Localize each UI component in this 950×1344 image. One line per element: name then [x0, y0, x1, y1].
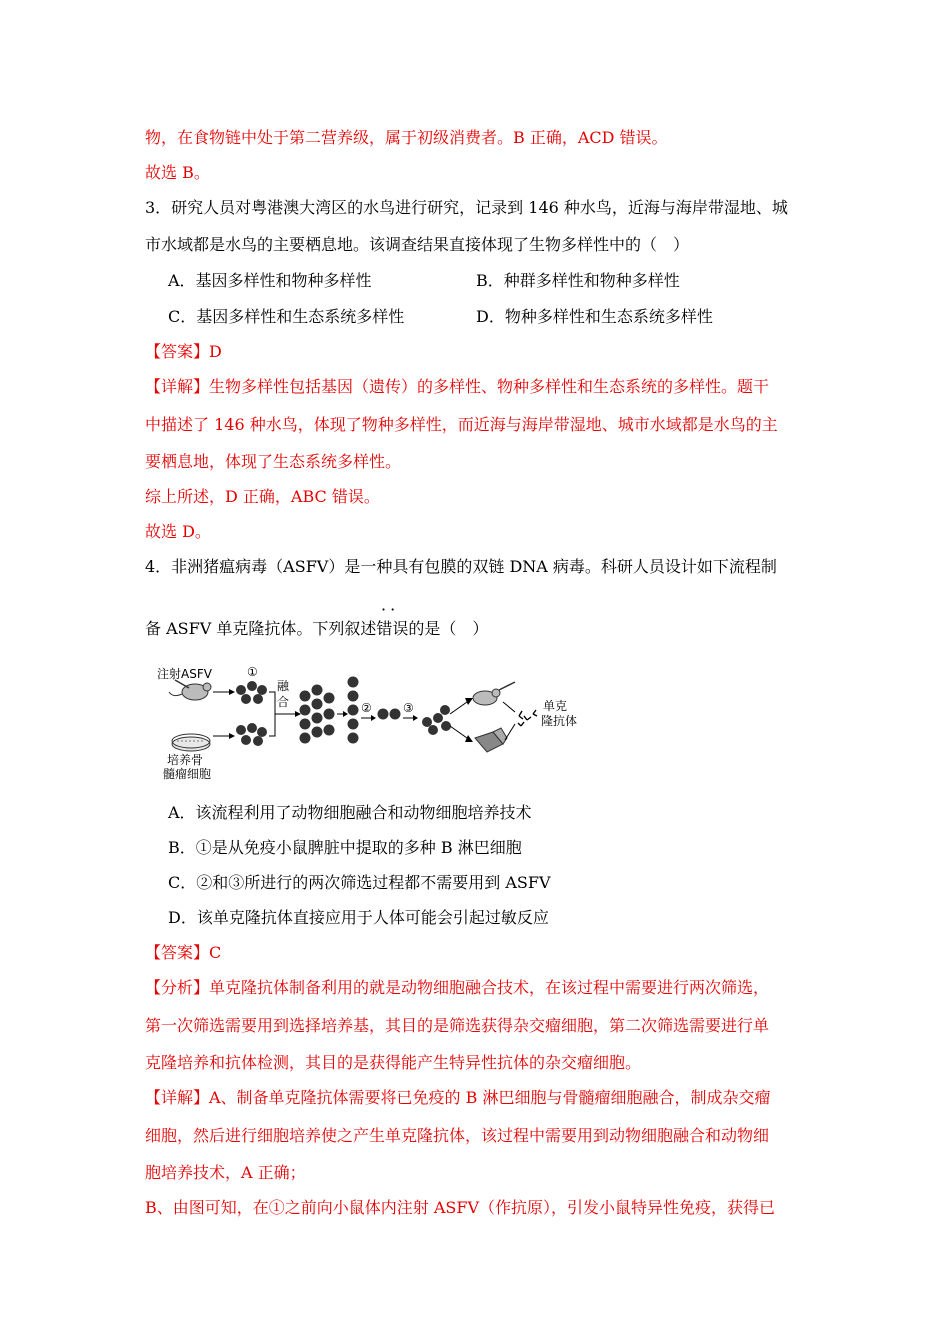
b-cell-cluster [236, 681, 267, 704]
question-4-analysis: 【分析】单克隆抗体制备利用的就是动物细胞融合技术，在该过程中需要进行两次筛选， [145, 978, 770, 997]
emphasis-dots: ·· [381, 600, 400, 619]
petri-dish-icon [172, 734, 210, 751]
question-4-detail: 细胞，然后进行细胞培养使之产生单克隆抗体，该过程中需要用到动物细胞融合和动物细 [145, 1126, 770, 1145]
inject-label: 注射ASFV [157, 667, 212, 681]
product-label: 单克 [543, 699, 568, 713]
question-3-option-b: B．种群多样性和物种多样性 [476, 271, 680, 290]
antibody-flow-diagram [155, 662, 585, 780]
answer-value: D [209, 342, 222, 361]
question-4-stem: 备 ASFV 单克隆抗体。下列叙述错误的是（ ） [145, 619, 489, 638]
answer-value: C [209, 943, 222, 962]
question-4-option-a: A．该流程利用了动物细胞融合和动物细胞培养技术 [168, 803, 532, 822]
text-line: 故选 B。 [145, 163, 210, 182]
question-4-stem: 4．非洲猪瘟病毒（ASFV）是一种具有包膜的双链 DNA 病毒。科研人员设计如下流程制 [145, 557, 777, 576]
clone-cluster [422, 705, 451, 735]
question-3-stem: 市水域都是水鸟的主要栖息地。该调查结果直接体现了生物多样性中的（ ） [145, 235, 690, 254]
question-4-option-c: C．②和③所进行的两次筛选过程都不需要用到 ASFV [168, 873, 551, 892]
step-1-label: ① [247, 665, 258, 679]
fusion-label: 合 [277, 695, 290, 709]
question-4-option-d: D．该单克隆抗体直接应用于人体可能会引起过敏反应 [168, 908, 549, 927]
question-3-option-a: A．基因多样性和物种多样性 [168, 271, 372, 290]
question-4-option-b: B．①是从免疫小鼠脾脏中提取的多种 B 淋巴细胞 [168, 838, 522, 857]
question-4-detail: 【详解】A、制备单克隆抗体需要将已免疫的 B 淋巴细胞与骨髓瘤细胞融合，制成杂交瘤 [145, 1088, 771, 1107]
fusion-label: 融 [277, 679, 290, 693]
question-3-summary: 综上所述，D 正确，ABC 错误。 [145, 487, 380, 506]
culture-label: 培养骨 [167, 753, 204, 767]
answer-tag: 【答案】 [145, 342, 210, 361]
question-4-analysis: 第一次筛选需要用到选择培养基，其目的是筛选获得杂交瘤细胞，第二次筛选需要进行单 [145, 1016, 770, 1035]
question-4-answer [145, 943, 221, 963]
text-line: 物，在食物链中处于第二营养级，属于初级消费者。B 正确，ACD 错误。 [145, 128, 668, 147]
mouse-icon [473, 682, 515, 705]
question-3-stem: 3．研究人员对粤港澳大湾区的水鸟进行研究，记录到 146 种水鸟，近海与海岸带湿地、城 [145, 198, 788, 217]
answer-tag: 【答案】 [145, 943, 210, 962]
mouse-icon [169, 680, 211, 700]
question-3-detail: 中描述了 146 种水鸟，体现了物种多样性，而近海与海岸带湿地、城市水域都是水鸟的主 [145, 415, 778, 434]
step-2-label: ② [361, 701, 372, 715]
step-3-label: ③ [403, 701, 414, 715]
selected-cells [378, 709, 401, 720]
question-3-detail: 【详解】生物多样性包括基因（遗传）的多样性、物种多样性和生态系统的多样性。题干 [145, 377, 770, 396]
question-3-choice: 故选 D。 [145, 522, 211, 541]
hybridoma-column [348, 677, 359, 744]
product-label: 隆抗体 [541, 714, 578, 728]
question-4-analysis: 克隆培养和抗体检测，其目的是获得能产生特异性抗体的杂交瘤细胞。 [145, 1053, 642, 1072]
question-3-detail: 要栖息地，体现了生态系统多样性。 [145, 452, 402, 471]
culture-label: 髓瘤细胞 [163, 767, 212, 780]
question-3-answer [145, 342, 222, 362]
question-3-option-c: C．基因多样性和生态系统多样性 [168, 307, 405, 326]
fused-cells [300, 685, 335, 744]
question-4-detail: 胞培养技术，A 正确； [145, 1163, 306, 1182]
question-3-option-d: D．物种多样性和生态系统多样性 [476, 307, 713, 326]
antibody-icons [518, 710, 537, 726]
culture-flask-icon [475, 728, 507, 752]
question-4-detail: B、由图可知，在①之前向小鼠体内注射 ASFV（作抗原），引发小鼠特异性免疫，获得已 [145, 1198, 776, 1217]
myeloma-cell-cluster [236, 723, 267, 746]
